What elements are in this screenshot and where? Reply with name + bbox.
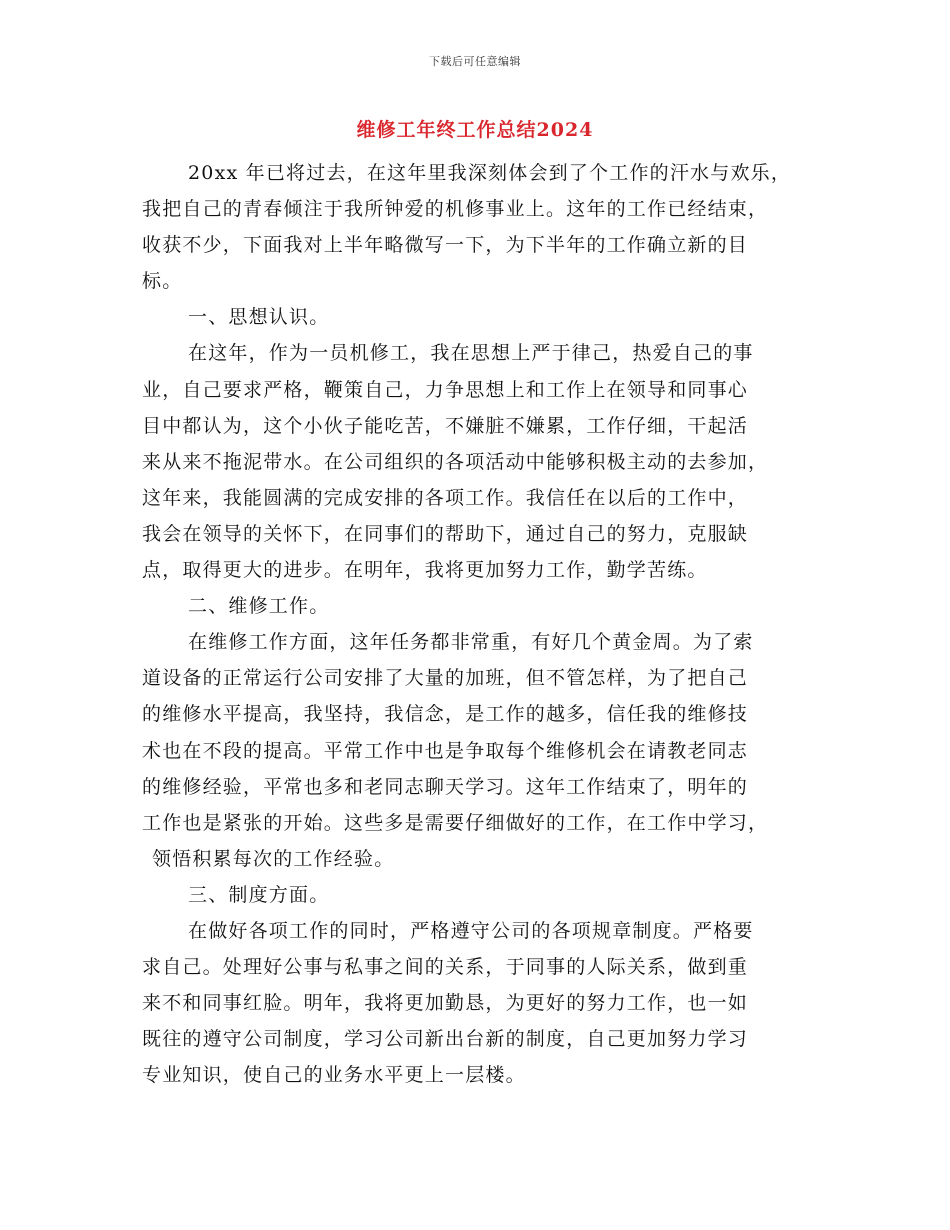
header-note: 下载后可任意编辑 [429, 55, 521, 68]
text-line: 业，自己要求严格，鞭策自己，力争思想上和工作上在领导和同事心 [142, 378, 749, 401]
text-line: 来从来不拖泥带水。在公司组织的各项活动中能够积极主动的去参加， [142, 450, 769, 473]
document-title: 维修工年终工作总结2024 [356, 119, 594, 141]
text-line: 目中都认为，这个小伙子能吃苦，不嫌脏不嫌累，工作仔细，干起活 [142, 414, 749, 437]
text-line: 术也在不段的提高。平常工作中也是争取每个维修机会在请教老同志 [142, 739, 749, 762]
text-line: 在维修工作方面，这年任务都非常重，有好几个黄金周。为了索 [188, 631, 754, 654]
text-line: 我会在领导的关怀下，在同事们的帮助下，通过自己的努力，克服缺 [142, 522, 749, 545]
text-line: 求自己。处理好公事与私事之间的关系，于同事的人际关系，做到重 [142, 956, 749, 979]
text-line: 领悟积累每次的工作经验。 [152, 847, 395, 870]
text-line: 的维修经验，平常也多和老同志聊天学习。这年工作结束了，明年的 [142, 775, 749, 798]
text-line: 道设备的正常运行公司安排了大量的加班，但不管怎样，为了把自己 [142, 667, 749, 690]
text-line: 点，取得更大的进步。在明年，我将更加努力工作，勤学苦练。 [142, 559, 708, 582]
text-line: 在这年，作为一员机修工，我在思想上严于律己，热爱自己的事 [188, 342, 754, 365]
document-body [142, 155, 814, 1093]
text-line: 工作也是紧张的开始。这些多是需要仔细做好的工作，在工作中学习， [142, 811, 769, 834]
text-line: 的维修水平提高，我坚持，我信念，是工作的越多，信任我的维修技 [142, 703, 749, 726]
text-line: 来不和同事红脸。明年，我将更加勤恳，为更好的努力工作，也一如 [142, 992, 749, 1015]
text-line: 这年来，我能圆满的完成安排的各项工作。我信任在以后的工作中， [142, 486, 749, 509]
text-line: 我把自己的青春倾注于我所钟爱的机修事业上。这年的工作已经结束， [142, 198, 769, 221]
text-line: 收获不少，下面我对上半年略微写一下，为下半年的工作确立新的目 [142, 234, 749, 257]
text-line: 专业知识，使自己的业务水平更上一层楼。 [142, 1064, 526, 1087]
text-line: 二、维修工作。 [188, 595, 330, 618]
text-line: 三、制度方面。 [188, 883, 330, 906]
text-line: 既往的遵守公司制度，学习公司新出台新的制度，自己更加努力学习 [142, 1028, 749, 1051]
text-line: 一、思想认识。 [188, 306, 330, 329]
text-line: 20xx 年已将过去，在这年里我深刻体会到了个工作的汗水与欢乐， [188, 162, 792, 184]
text-line: 在做好各项工作的同时，严格遵守公司的各项规章制度。严格要 [188, 919, 754, 942]
text-line: 标。 [142, 270, 183, 293]
